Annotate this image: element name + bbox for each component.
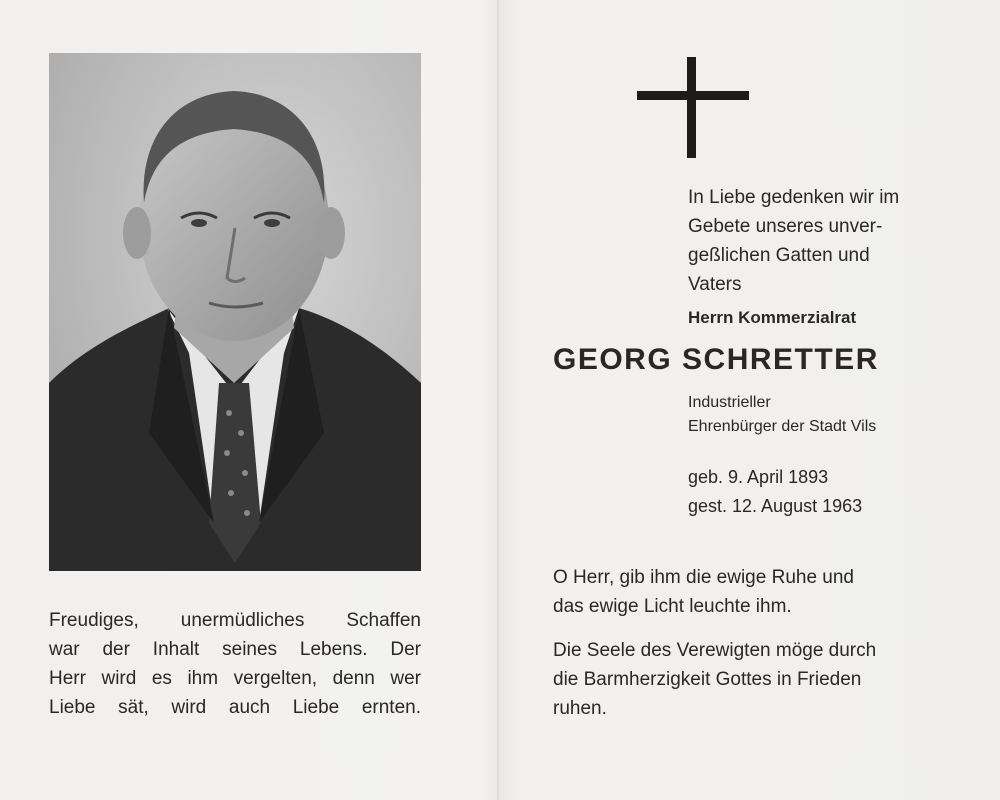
prayer-soul-peace <box>553 636 957 723</box>
portrait-photo <box>49 53 421 571</box>
cross-icon <box>637 57 749 158</box>
card-fold <box>497 0 500 800</box>
prayer-line: ruhen. <box>553 698 607 719</box>
role-item: Industrieller <box>688 394 771 411</box>
roles-list <box>688 391 876 439</box>
death-date: gest. 12. August 1963 <box>688 496 863 516</box>
prayer-line: das ewige Licht leuchte ihm. <box>553 596 792 617</box>
role-item: Ehrenbürger der Stadt Vils <box>688 418 877 435</box>
intro-line: In Liebe gedenken wir im <box>688 187 900 208</box>
caption-line: Liebe sät, wird auch Liebe ernten. <box>49 697 421 718</box>
intro-line: geßlichen Gatten und <box>688 245 870 266</box>
prayer-line: O Herr, gib ihm die ewige Ruhe und <box>553 567 854 588</box>
life-dates <box>688 463 862 521</box>
birth-date: geb. 9. April 1893 <box>688 467 829 487</box>
life-summary-text <box>49 606 421 722</box>
cross-vertical-bar <box>687 57 696 158</box>
caption-line: Freudiges, unermüdliches Schaffen <box>49 610 421 631</box>
intro-line: Gebete unseres unver- <box>688 216 883 237</box>
remembrance-intro <box>688 183 963 299</box>
cross-horizontal-bar <box>637 91 749 100</box>
prayer-eternal-rest <box>553 563 957 621</box>
caption-line: Herr wird es ihm vergelten, denn wer <box>49 668 421 689</box>
intro-line: Vaters <box>688 274 742 295</box>
caption-line: war der Inhalt seines Lebens. Der <box>49 639 421 660</box>
honorific-title: Herrn Kommerzialrat <box>688 308 857 327</box>
portrait-illustration <box>49 53 421 571</box>
deceased-name: GEORG SCHRETTER <box>553 343 879 376</box>
prayer-line: die Barmherzigkeit Gottes in Frieden <box>553 669 862 690</box>
prayer-line: Die Seele des Verewigten möge durch <box>553 640 877 661</box>
